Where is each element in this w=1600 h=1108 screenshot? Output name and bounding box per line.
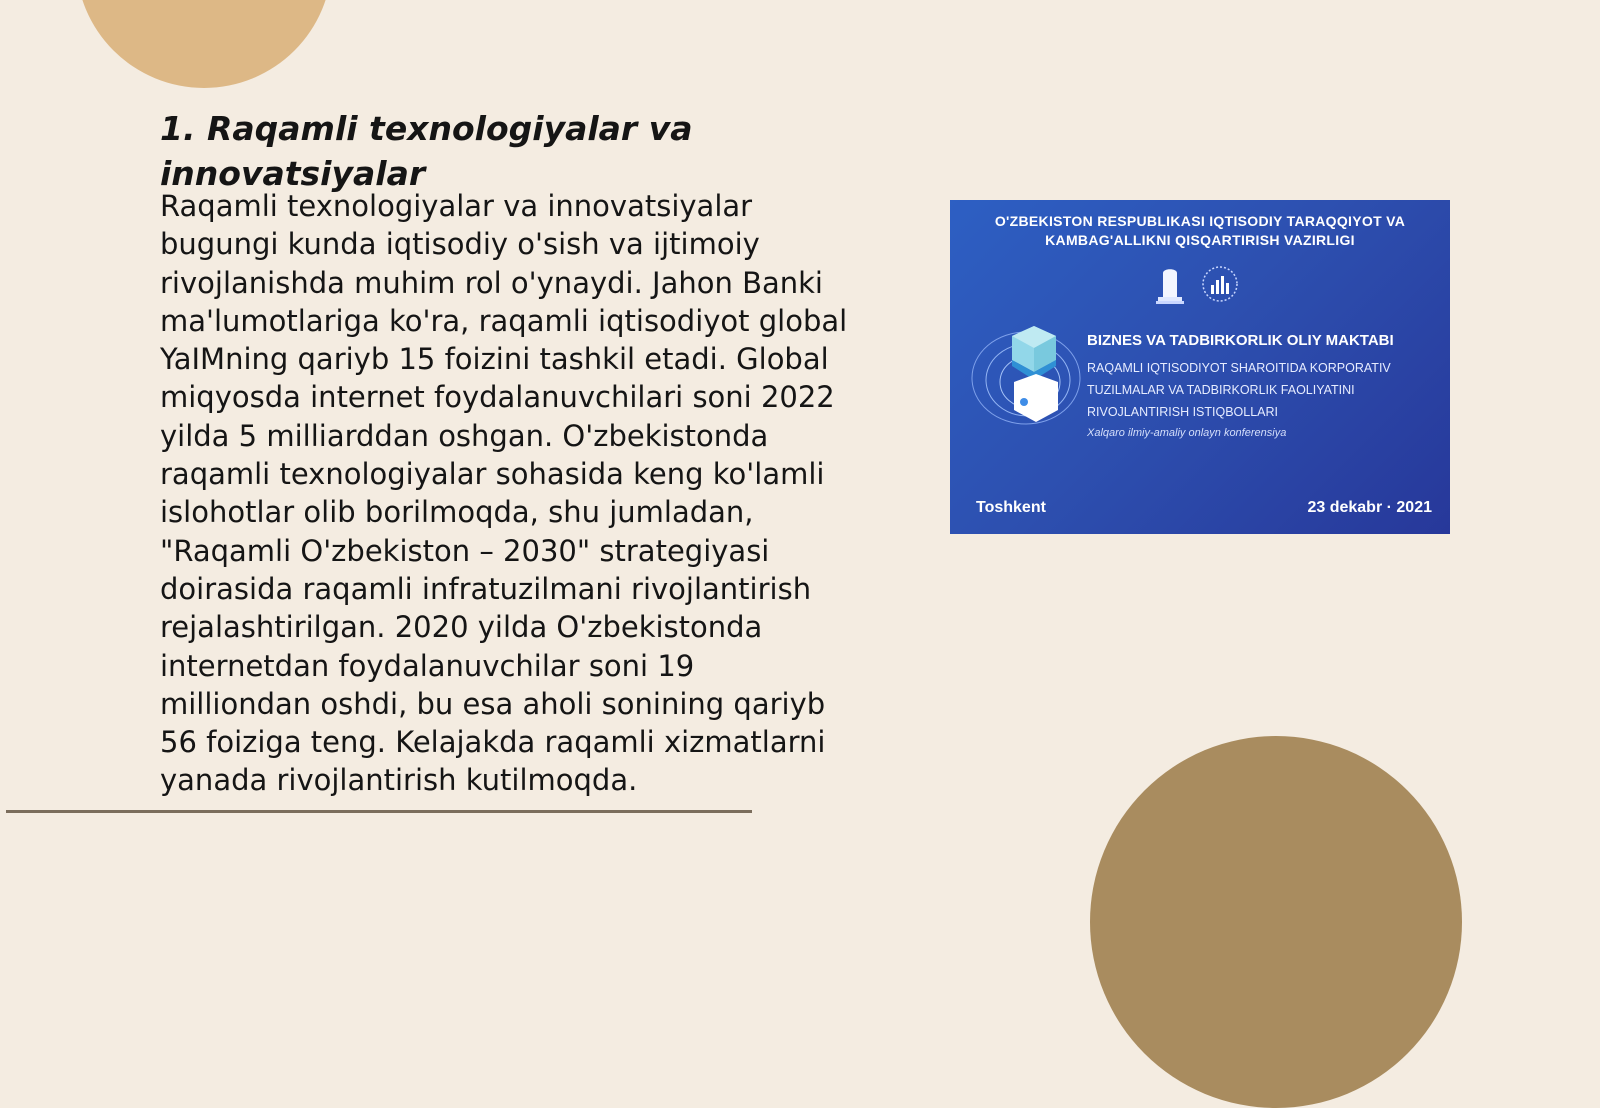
- banner-school-name: BIZNES VA TADBIRKORLIK OLIY MAKTABI: [1087, 332, 1394, 349]
- decorative-circle-top: [76, 0, 332, 88]
- bar-chart-icon: [1200, 264, 1240, 304]
- decorative-circle-bottom: [1090, 736, 1462, 1108]
- horizontal-divider: [6, 810, 752, 813]
- banner-conference-title: RAQAMLI IQTISODIYOT SHAROITIDA KORPORATIV TUZILMALAR VA TADBIRKORLIK FAOLIYATINI RIVOJLANTIRISH ISTIQBOLLARI: [1087, 361, 1391, 419]
- conference-banner-image: [950, 200, 1450, 534]
- slide-body-text: Raqamli texnologiyalar va innovatsiyalar bugungi kunda iqtisodiy o'sish va ijtimoiy rivojlanishda muhim rol o'ynaydi. Jahon Banki ma'lumotlariga ko'ra, raqamli iqtisodiyot global YaIMning qariyb 15 foizini tashkil etadi. Global miqyosda internet foydalanuvchilari soni 2022 yilda 5 milliarddan oshgan. O'zbekistonda raqamli texnologiyalar sohasida keng ko'lamli islohotlar olib borilmoqda, shu jumladan, "Raqamli O'zbekiston – 2030" strategiyasi doirasida raqamli infratuzilmani rivojlantirish rejalashtirilgan. 2020 yilda O'zbekistonda internetdan foydalanuvchilar soni 19 milliondan oshdi, bu esa aholi sonining qariyb 56 foiziga teng. Kelajakda raqamli xizmatlarni yanada rivojlantirish kutilmoqda.: [160, 189, 848, 798]
- banner-conference-subtitle: Xalqaro ilmiy-amaliy onlayn konferensiya: [1087, 427, 1287, 439]
- slide-title: 1. Raqamli texnologiyalar va innovatsiyalar: [160, 109, 693, 193]
- building-icon: [1146, 260, 1194, 308]
- cube-orbit-icon: [970, 318, 1090, 438]
- banner-ministry-title: O'ZBEKISTON RESPUBLIKASI IQTISODIY TARAQQIYOT VA KAMBAG'ALLIKNI QISQARTIRISH VAZIRLIGI: [994, 213, 1406, 248]
- banner-city: Toshkent: [976, 499, 1046, 516]
- banner-date: 23 dekabr · 2021: [1307, 499, 1432, 516]
